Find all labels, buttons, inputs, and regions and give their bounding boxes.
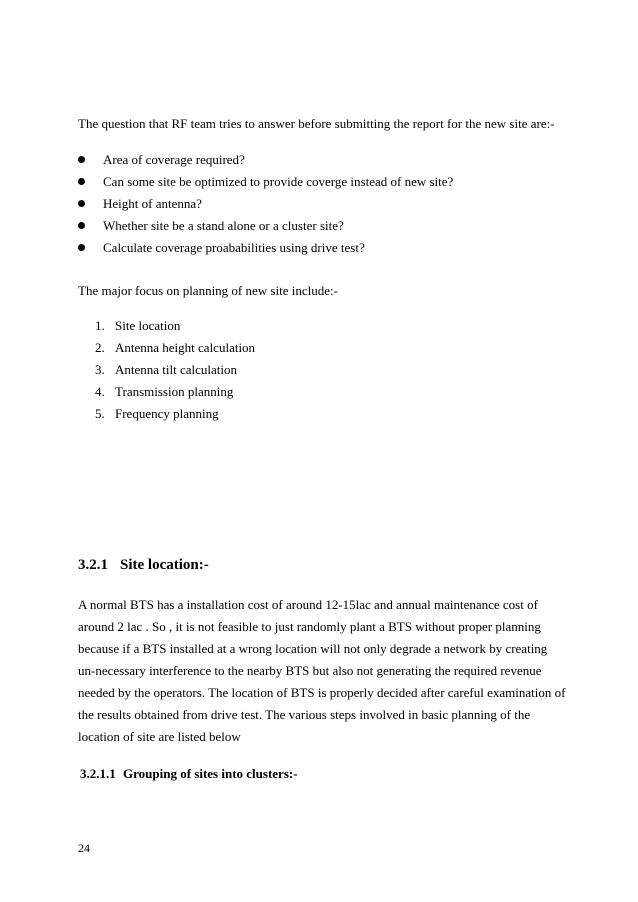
page-number: 24: [78, 841, 90, 855]
paragraph-line: because if a BTS installed at a wrong location will not only degrade a network by creating: [78, 641, 548, 656]
list-item-text: Height of antenna?: [103, 196, 202, 211]
paragraph-line: un-necessary interference to the nearby BTS but also not generating the required revenue: [78, 663, 542, 678]
subsection-title: Grouping of sites into clusters:-: [123, 766, 298, 781]
paragraph-line: around 2 lac . So , it is not feasible to just randomly plant a BTS without proper planning: [78, 619, 541, 634]
list-item-text: Area of coverage required?: [103, 152, 245, 167]
section-number: 3.2.1: [78, 557, 108, 573]
bullet-icon: [78, 156, 85, 163]
focus-text: The major focus on planning of new site include:-: [78, 283, 338, 298]
bullet-icon: [78, 244, 85, 251]
paragraph-line: location of site are listed below: [78, 729, 241, 744]
list-number: 2.: [95, 340, 105, 355]
list-item-text: Antenna tilt calculation: [115, 362, 238, 377]
list-item-text: Calculate coverage proababilities using drive test?: [103, 240, 365, 255]
list-item-text: Can some site be optimized to provide coverge instead of new site?: [103, 174, 454, 189]
intro-text: The question that RF team tries to answer before submitting the report for the new site are:-: [78, 116, 555, 131]
list-item-text: Transmission planning: [115, 384, 234, 399]
bullet-icon: [78, 222, 85, 229]
bullet-icon: [78, 200, 85, 207]
subsection-number: 3.2.1.1: [80, 766, 116, 781]
paragraph-line: A normal BTS has a installation cost of around 12-15lac and annual maintenance cost of: [78, 597, 538, 612]
list-number: 4.: [95, 384, 105, 399]
list-item-text: Site location: [115, 318, 181, 333]
list-item-text: Whether site be a stand alone or a cluster site?: [103, 218, 344, 233]
paragraph-line: needed by the operators. The location of BTS is properly decided after careful examination of: [78, 685, 566, 700]
list-number: 1.: [95, 318, 105, 333]
list-item-text: Frequency planning: [115, 406, 219, 421]
list-item-text: Antenna height calculation: [115, 340, 256, 355]
paragraph-line: the results obtained from drive test. The various steps involved in basic planning of the: [78, 707, 531, 722]
list-number: 3.: [95, 362, 105, 377]
body-paragraph: [78, 597, 566, 751]
section-title: Site location:-: [120, 557, 209, 573]
list-number: 5.: [95, 406, 105, 421]
bullet-icon: [78, 178, 85, 185]
